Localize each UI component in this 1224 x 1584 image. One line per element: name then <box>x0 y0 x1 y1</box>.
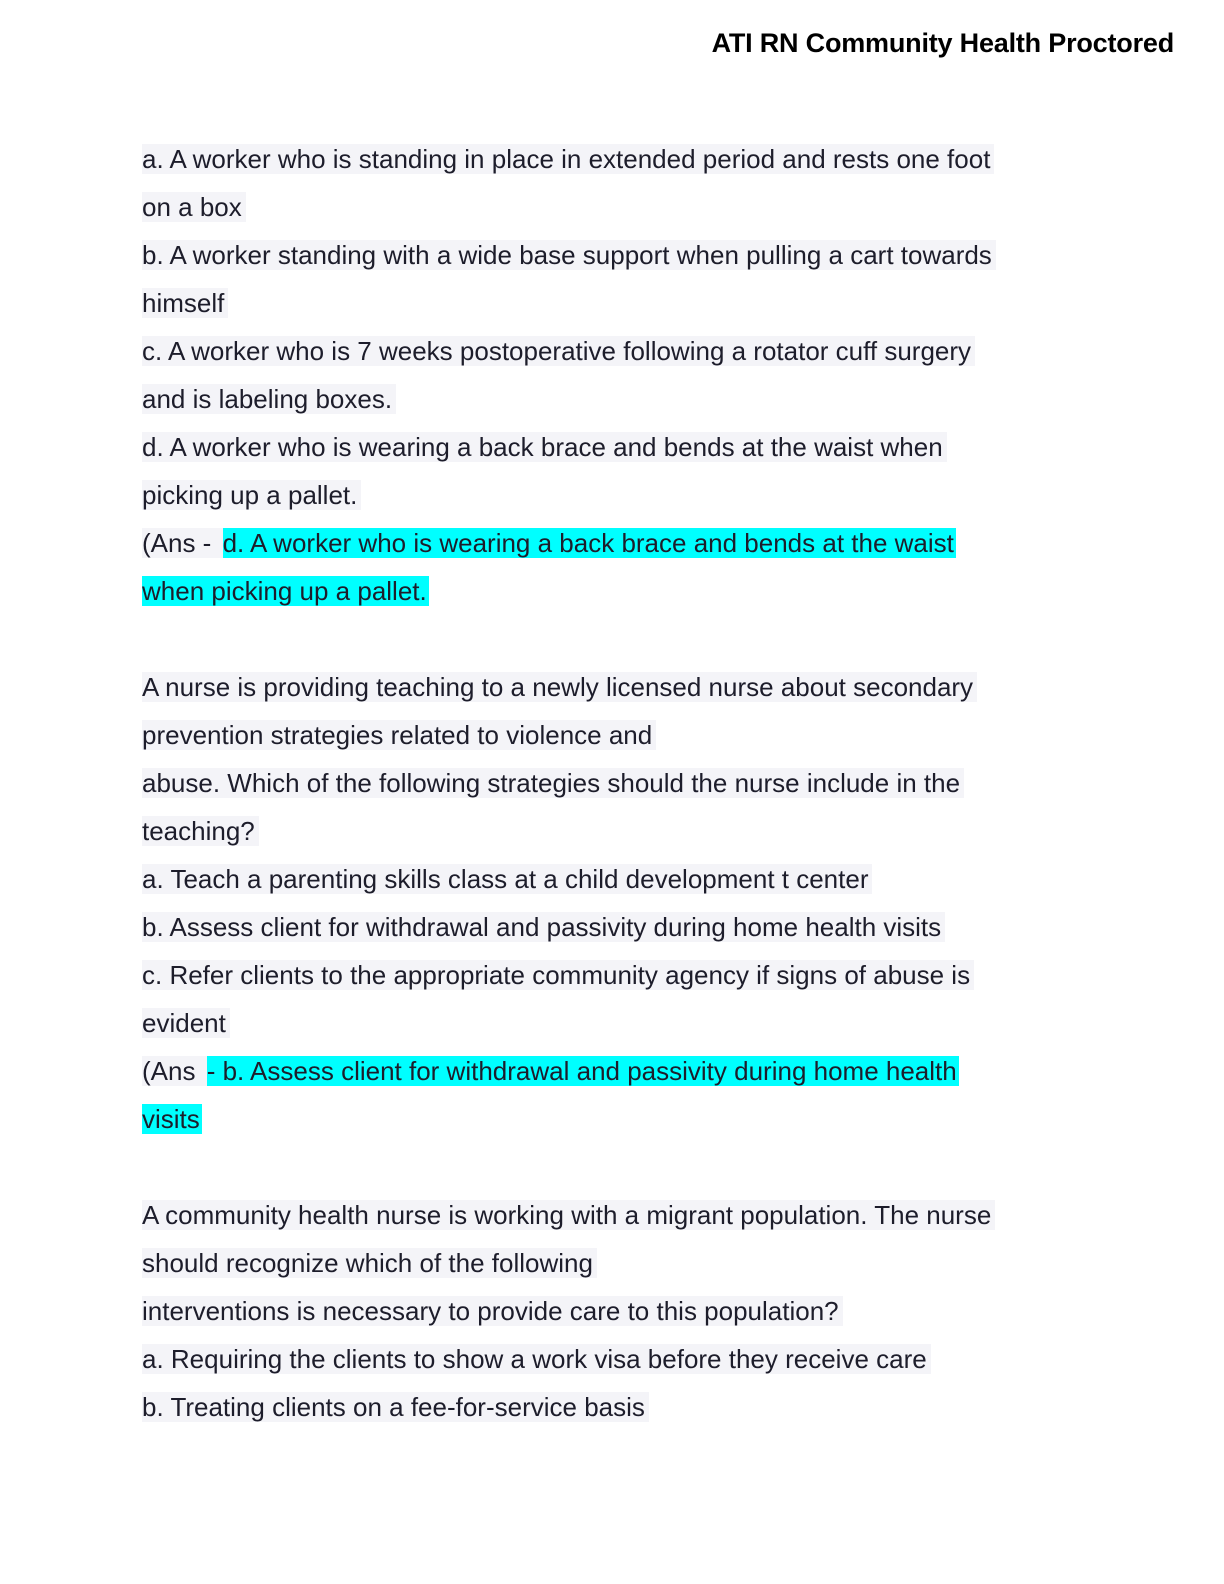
paragraph-gap <box>142 1143 1072 1191</box>
answer-prefix: (Ans - <box>142 528 223 558</box>
question-block-2 <box>142 663 1072 1143</box>
option-c-line-2: and is labeling boxes. <box>142 375 1072 423</box>
question-line-3: interventions is necessary to provide care to this population? <box>142 1287 1072 1335</box>
option-d-line-2: picking up a pallet. <box>142 471 1072 519</box>
question-line-3: abuse. Which of the following strategies should the nurse include in the <box>142 759 1072 807</box>
question-line-1: A community health nurse is working with a migrant population. The nurse <box>142 1191 1072 1239</box>
option-c-line-1: c. A worker who is 7 weeks postoperative following a rotator cuff surgery <box>142 327 1072 375</box>
answer-line-1 <box>142 519 1072 567</box>
option-a-line-2: on a box <box>142 183 1072 231</box>
option-b-line-2: himself <box>142 279 1072 327</box>
document-body <box>142 135 1072 1431</box>
option-a-line-1: a. Requiring the clients to show a work visa before they receive care <box>142 1335 1072 1383</box>
option-a-line-1: a. Teach a parenting skills class at a child development t center <box>142 855 1072 903</box>
option-a-line-1: a. A worker who is standing in place in extended period and rests one foot <box>142 135 1072 183</box>
question-line-1: A nurse is providing teaching to a newly licensed nurse about secondary <box>142 663 1072 711</box>
question-block-1 <box>142 135 1072 615</box>
answer-highlight: visits <box>142 1104 200 1134</box>
question-line-2: prevention strategies related to violence and <box>142 711 1072 759</box>
answer-line-1 <box>142 1047 1072 1095</box>
answer-highlight: d. A worker who is wearing a back brace and bends at the waist <box>222 528 954 558</box>
answer-line-2 <box>142 1095 1072 1143</box>
answer-highlight: - b. Assess client for withdrawal and passivity during home health <box>206 1056 957 1086</box>
option-d-line-1: d. A worker who is wearing a back brace and bends at the waist when <box>142 423 1072 471</box>
question-line-2: should recognize which of the following <box>142 1239 1072 1287</box>
option-c-line-2: evident <box>142 999 1072 1047</box>
question-block-3 <box>142 1191 1072 1431</box>
question-line-4: teaching? <box>142 807 1072 855</box>
answer-line-2 <box>142 567 1072 615</box>
option-b-line-1: b. Treating clients on a fee-for-service basis <box>142 1383 1072 1431</box>
option-c-line-1: c. Refer clients to the appropriate community agency if signs of abuse is <box>142 951 1072 999</box>
option-b-line-1: b. A worker standing with a wide base support when pulling a cart towards <box>142 231 1072 279</box>
answer-highlight: when picking up a pallet. <box>142 576 427 606</box>
paragraph-gap <box>142 615 1072 663</box>
page-header-title: ATI RN Community Health Proctored <box>711 28 1174 58</box>
answer-prefix: (Ans <box>142 1056 207 1086</box>
option-b-line-1: b. Assess client for withdrawal and passivity during home health visits <box>142 903 1072 951</box>
